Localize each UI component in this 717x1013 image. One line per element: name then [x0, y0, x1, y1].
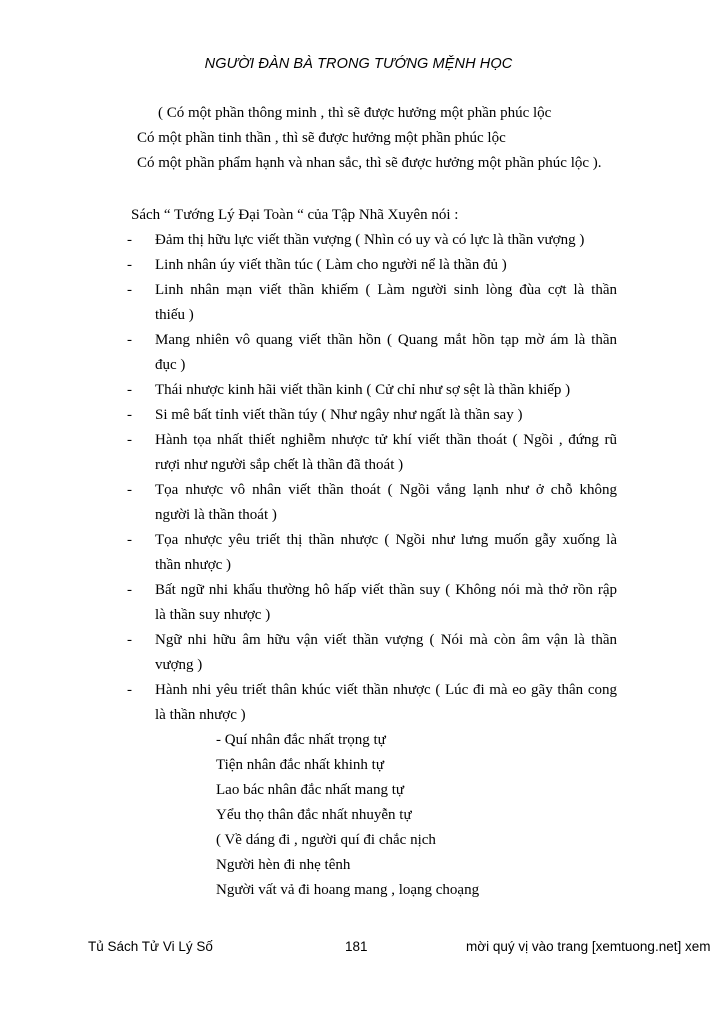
indented-line-4: Yểu thọ thân đắc nhất nhuyễn tự: [216, 807, 412, 823]
indented-line-6: Người hèn đi nhẹ tênh: [216, 857, 351, 873]
bullet-4-line-1: Mang nhiên vô quang viết thần hồn ( Quang mắt hồn tạp mờ ám là thần: [155, 332, 617, 348]
bullet-10-line-2: là thần suy nhược ): [155, 607, 271, 623]
intro-line-1: ( Có một phần thông minh , thì sẽ được hưởng một phần phúc lộc: [158, 105, 552, 121]
bullet-12-line-2: là thần nhược ): [155, 707, 246, 723]
indented-line-5: ( Về dáng đi , người quí đi chắc nịch: [216, 832, 436, 848]
bullet-5-line-1: Thái nhược kinh hãi viết thần kinh ( Cử chỉ như sợ sệt là thần khiếp ): [155, 382, 571, 398]
bullet-9-line-2: thần nhược ): [155, 557, 232, 573]
footer-left: Tủ Sách Tử Vi Lý Số: [88, 939, 213, 954]
bullet-marker: -: [127, 682, 132, 698]
bullet-marker: -: [127, 407, 132, 423]
bullet-marker: -: [127, 257, 132, 273]
intro-line-2: Có một phần tinh thần , thì sẽ được hưởng một phần phúc lộc: [137, 130, 506, 146]
bullet-1-line-1: Đảm thị hữu lực viết thần vượng ( Nhìn có uy và có lực là thần vượng ): [155, 232, 585, 248]
bullet-9-line-1: Tọa nhược yêu triết thị thần nhược ( Ngồi như lưng muốn gẫy xuống là: [155, 532, 617, 548]
bullet-7-line-1: Hành tọa nhất thiết nghiễm nhược tử khí viết thần thoát ( Ngồi , đứng rũ: [155, 432, 617, 448]
bullet-3-line-2: thiếu ): [155, 307, 194, 323]
bullet-4-line-2: đục ): [155, 357, 186, 373]
bullet-8-line-1: Tọa nhược vô nhân viết thần thoát ( Ngồi vắng lạnh như ở chỗ không: [155, 482, 617, 498]
bullet-10-line-1: Bất ngữ nhi khẩu thường hô hấp viết thần suy ( Không nói mà thở rồn rập: [155, 582, 617, 598]
bullet-marker: -: [127, 432, 132, 448]
bullet-marker: -: [127, 382, 132, 398]
indented-line-3: Lao bác nhân đắc nhất mang tự: [216, 782, 405, 798]
page-header: NGƯỜI ĐÀN BÀ TRONG TƯỚNG MỆNH HỌC: [204, 56, 513, 72]
bullet-marker: -: [127, 532, 132, 548]
indented-line-7: Người vất vả đi hoang mang , loạng choạng: [216, 882, 480, 898]
bullet-marker: -: [127, 232, 132, 248]
bullet-11-line-2: vượng ): [155, 657, 203, 673]
bullet-marker: -: [127, 282, 132, 298]
bullet-marker: -: [127, 482, 132, 498]
book-intro: Sách “ Tướng Lý Đại Toàn “ của Tập Nhã Xuyên nói :: [131, 207, 459, 223]
indented-line-1: - Quí nhân đắc nhất trọng tự: [216, 732, 386, 748]
bullet-marker: -: [127, 582, 132, 598]
footer-right: mời quý vị vào trang [xemtuong.net] xem: [466, 939, 711, 954]
bullet-marker: -: [127, 332, 132, 348]
bullet-11-line-1: Ngữ nhi hữu âm hữu vận viết thần vượng ( Nói mà còn âm vận là thần: [155, 632, 617, 648]
bullet-3-line-1: Linh nhân mạn viết thần khiếm ( Làm người sinh lòng đùa cợt là thần: [155, 282, 617, 298]
bullet-7-line-2: rượi như người sắp chết là thần đã thoát ): [155, 457, 404, 473]
bullet-12-line-1: Hành nhi yêu triết thân khúc viết thần nhược ( Lúc đi mà eo gãy thân cong: [155, 682, 617, 698]
bullet-2-line-1: Linh nhân úy viết thần túc ( Làm cho người nể là thần đủ ): [155, 257, 507, 273]
footer-page-number: 181: [345, 939, 368, 954]
indented-line-2: Tiện nhân đắc nhất khinh tự: [216, 757, 384, 773]
intro-line-3: Có một phần phẩm hạnh và nhan sắc, thì sẽ được hưởng một phần phúc lộc ).: [137, 155, 602, 171]
bullet-6-line-1: Si mê bất tỉnh viết thần túy ( Như ngây như ngất là thần say ): [155, 407, 523, 423]
bullet-8-line-2: người là thần thoát ): [155, 507, 277, 523]
bullet-marker: -: [127, 632, 132, 648]
